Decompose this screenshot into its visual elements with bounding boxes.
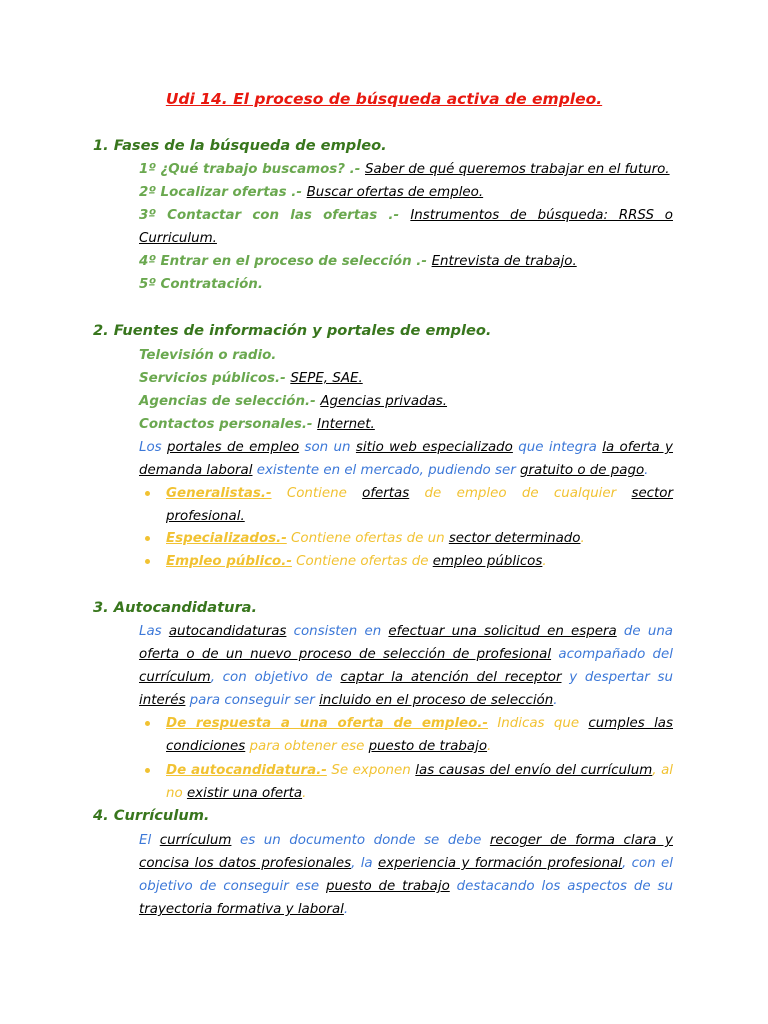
autocandidatura-paragraph-line-3: currículum, con objetivo de captar la atención del receptor y despertar su xyxy=(139,670,674,685)
phase-2-line: 2º Localizar ofertas .- Buscar ofertas de empleo. xyxy=(139,185,484,200)
phase-3-line-cont: Curriculum. xyxy=(139,231,217,246)
source-agencies-line: Agencias de selección.- Agencias privadas. xyxy=(139,394,448,409)
bullet-icon xyxy=(145,491,150,496)
autocandidatura-item-cont: no existir una oferta. xyxy=(166,786,307,801)
bullet-icon xyxy=(145,768,150,773)
curriculum-paragraph-line-1: El currículum es un documento donde se debe recoger de forma clara y xyxy=(139,833,673,848)
phase-4-line: 4º Entrar en el proceso de selección .- Entrevista de trabajo. xyxy=(139,254,577,269)
especializados-item: Especializados.- Contiene ofertas de un sector determinado. xyxy=(166,531,585,546)
empleo-publico-item: Empleo público.- Contiene ofertas de empleo públicos. xyxy=(166,554,547,569)
phase-1-line: 1º ¿Qué trabajo buscamos? .- Saber de qué queremos trabajar en el futuro. xyxy=(139,162,670,177)
autocandidatura-item: De autocandidatura.- Se exponen las causas del envío del currículum, al xyxy=(166,763,673,778)
source-tv-line: Televisión o radio. xyxy=(139,348,277,363)
bullet-icon xyxy=(145,721,150,726)
source-contacts-line: Contactos personales.- Internet. xyxy=(139,417,375,432)
phase-5-line: 5º Contratación. xyxy=(139,277,263,292)
portales-paragraph-line-2: demanda laboral existente en el mercado, pudiendo ser gratuito o de pago. xyxy=(139,463,649,478)
section-1-heading: 1. Fases de la búsqueda de empleo. xyxy=(93,137,387,154)
respuesta-oferta-item: De respuesta a una oferta de empleo.- Indicas que cumples las xyxy=(166,716,673,731)
autocandidatura-paragraph-line-1: Las autocandidaturas consisten en efectuar una solicitud en espera de una xyxy=(139,624,674,639)
page-title: Udi 14. El proceso de búsqueda activa de empleo. xyxy=(165,90,603,108)
bullet-icon xyxy=(145,559,150,564)
generalistas-item: Generalistas.- Contiene ofertas de empleo de cualquier sector xyxy=(166,486,673,501)
generalistas-item-cont: profesional. xyxy=(166,509,245,524)
curriculum-paragraph-line-4: trayectoria formativa y laboral. xyxy=(139,902,349,917)
section-4-heading: 4. Currículum. xyxy=(93,807,210,824)
curriculum-paragraph-line-2: concisa los datos profesionales, la experiencia y formación profesional, con el xyxy=(139,856,673,871)
bullet-icon xyxy=(145,536,150,541)
autocandidatura-paragraph-line-4: interés para conseguir ser incluido en el proceso de selección. xyxy=(139,693,558,708)
respuesta-oferta-item-cont: condiciones para obtener ese puesto de trabajo. xyxy=(166,739,492,754)
curriculum-paragraph-line-3: objetivo de conseguir ese puesto de trabajo destacando los aspectos de su xyxy=(139,879,673,894)
portales-paragraph-line-1: Los portales de empleo son un sitio web especializado que integra la oferta y xyxy=(139,440,673,455)
section-2-heading: 2. Fuentes de información y portales de empleo. xyxy=(93,322,492,339)
source-public-services-line: Servicios públicos.- SEPE, SAE. xyxy=(139,371,363,386)
autocandidatura-paragraph-line-2: oferta o de un nuevo proceso de selección de profesional acompañado del xyxy=(139,647,673,662)
section-3-heading: 3. Autocandidatura. xyxy=(93,599,258,616)
phase-3-line: 3º Contactar con las ofertas .- Instrumentos de búsqueda: RRSS o xyxy=(139,208,673,223)
